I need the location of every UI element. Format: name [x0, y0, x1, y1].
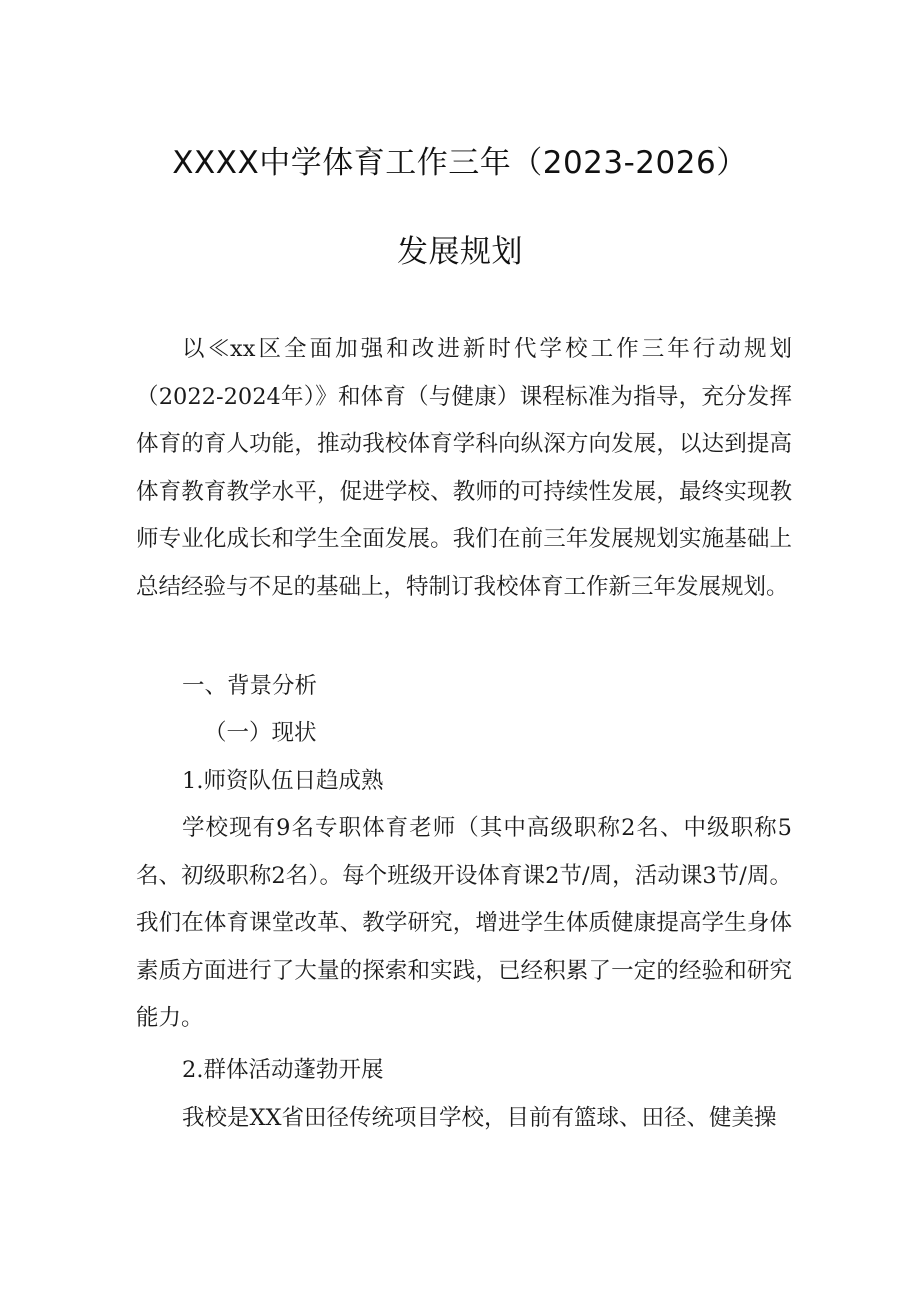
- subsection-heading-status: （一）现状: [204, 720, 317, 746]
- intro-paragraph: 以≪xx区全面加强和改进新时代学校工作三年行动规划（2022-2024年）》和体育（与健康）课程标准为指导，充分发挥体育的育人功能，推动我校体育学科向纵深方向发展，以达到提高体育教育教学水平，促进学校、教师的可持续性发展，最终实现教师专业化成长和学生全面发展。我们在前三年发展规划实施基础上总结经验与不足的基础上，特制订我校体育工作新三年发展规划。: [136, 336, 792, 600]
- item-heading-teaching-staff: 1.师资队伍日趋成熟: [182, 768, 384, 794]
- item-heading-group-activities: 2.群体活动蓬勃开展: [182, 1057, 384, 1083]
- section-heading-background-analysis: 一、背景分析: [182, 673, 318, 699]
- document-title-line-1: XXXX中学体育工作三年（2023-2026）: [172, 145, 748, 181]
- group-activities-paragraph: 我校是XX省田径传统项目学校，目前有篮球、田径、健美操: [182, 1105, 777, 1131]
- document-title-line-2: 发展规划: [397, 234, 523, 270]
- teaching-staff-paragraph: 学校现有9名专职体育老师（其中高级职称2名、中级职称5名、初级职称2名）。每个班级开设体育课2节/周，活动课3节/周。我们在体育课堂改革、教学研究，增进学生体质健康提高学生身体素质方面进行了大量的探索和实践，已经积累了一定的经验和研究能力。: [136, 815, 792, 1031]
